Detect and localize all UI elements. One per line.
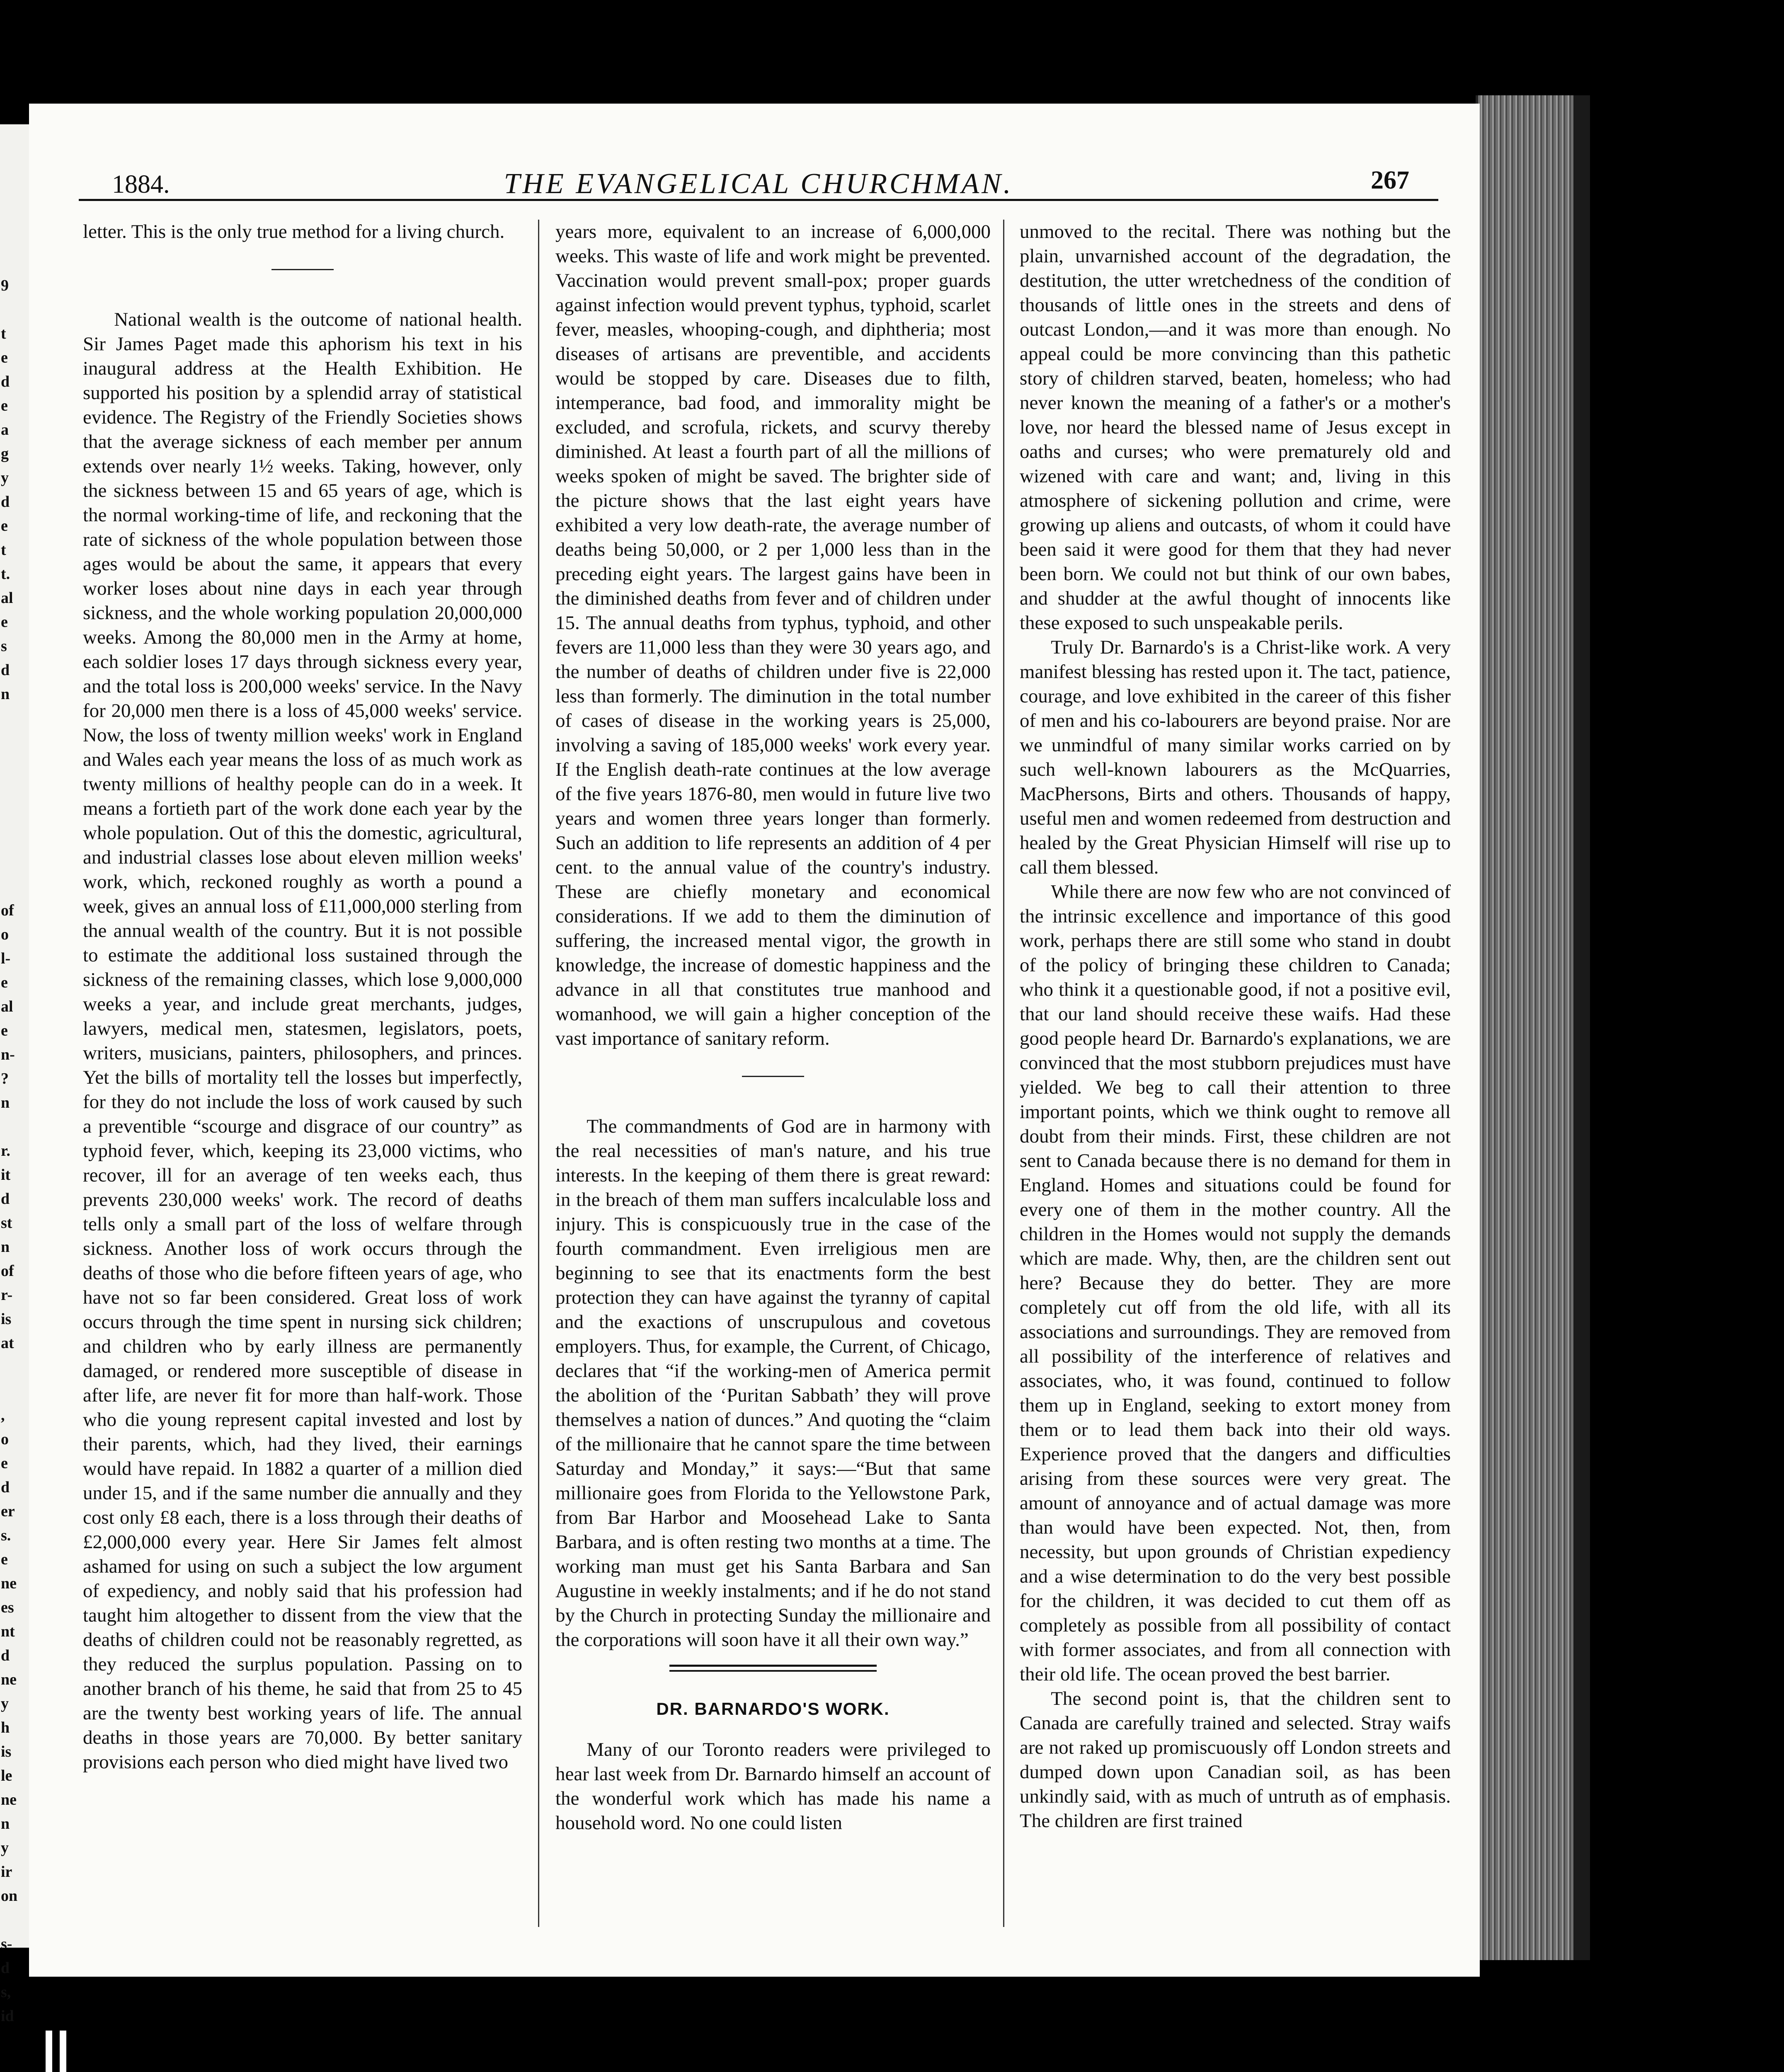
publication-title: THE EVANGELICAL CHURCHMAN. [504,168,1013,200]
paragraph-letter-end: letter. This is the only true method for a living church. [83,221,505,242]
section-divider [742,1076,804,1077]
paragraph-second-point: The second point is, that the children sent to Canada are carefully trained and selected. Stray waifs are not raked up promiscuously off London streets and dumped down upon Canadian soil, as has been unkindly said, with as much of untruth as of emphasis. The children are first trained [1020,1688,1451,1832]
column-rule-1 [538,220,539,1927]
section-divider [271,269,334,270]
adjacent-page-text: 9 t e d e a g y d e t t. al e s d n of o l- e al e n- ? n r. it d st n of r- is at , o e d er s. e ne es nt d ne y h is le ne n y ir on s- d s, id [1,277,18,2025]
running-head [79,162,1438,201]
film-mark-1 [46,2031,52,2072]
column-2 [555,220,991,1919]
paragraph-christ-like-work: Truly Dr. Barnardo's is a Christ-like work. A very manifest blessing has rested upon it. The tact, patience, courage, and love exhibited in the career of this fisher of men and his co-labourers are beyond praise. Nor are we unmindful of many similar works carried on by such well-known labourers as the McQuarries, MacPhersons, Birts and others. Thousands of happy, useful men and women redeemed from destruction and healed by the Great Physician Himself will rise up to call them blessed. [1020,637,1451,878]
newspaper-page [29,104,1480,1977]
page-number: 267 [1371,166,1409,194]
adjacent-page-edge [0,124,31,2025]
column-3 [1020,220,1451,1919]
running-head-year: 1884. [112,170,170,198]
paragraph-sanitary-reform: years more, equivalent to an increase of 6,000,000 weeks. This waste of life and work might be prevented. Vaccination would prevent small-pox; proper guards against infection would prevent typhus, typhoid, scarlet fever, measles, whooping-cough, and diphtheria; most diseases of artisans are preventible, and accidents would be stopped by care. Diseases due to filth, intemperance, bad food, and immorality might be excluded, and scrofula, rickets, and scurvy thereby diminished. At least a fourth part of all the millions of weeks spoken of might be saved. The brighter side of the picture shows that the last eight years have exhibited a very low death-rate, the average number of deaths being 50,000, or 2 per 1,000 less than in the preceding eight years. The largest gains have been in the diminished deaths from fever and of children under 15. The annual deaths from typhus, typhoid, and other fevers are 11,000 less than they were 30 years ago, and the number of deaths of children under five is 22,000 less than formerly. The diminution in the total number of cases of disease in the working years is 25,000, involving a saving of 185,000 weeks' work every year. If the English death-rate continues at the low average of the five years 1876-80, men would in future live two years and women three years longer than formerly. Such an addition to life represents an addition of 4 per cent. to the annual value of the country's industry. These are chiefly monetary and economical considerations. If we add to them the diminution of suffering, the increased mental vigor, the growth in knowledge, the increase of domestic happiness and the advance in all that constitutes true manhood and womanhood, we will gain a higher conception of the vast importance of sanitary reform. [555,221,991,1049]
book-page-edges [1476,95,1573,1960]
paragraph-national-wealth: National wealth is the outcome of national health. Sir James Paget made this aphorism his text in his inaugural address at the Health Exhibition. He supported his position by a splendid array of statistical evidence. The Registry of the Friendly Societies shows that the average sickness of each member per annum extends over nearly 1½ weeks. Taking, however, only the sickness between 15 and 65 years of age, which is the normal working-time of life, and reckoning that the rate of sickness of the whole population between those ages would be about the same, it appears that every worker loses about nine days in each year through sickness, and the whole working population 20,000,000 weeks. Among the 80,000 men in the Army at home, each soldier loses 17 days through sickness every year, and the total loss is 200,000 weeks' service. In the Navy for 20,000 men there is a loss of 45,000 weeks' service. Now, the loss of twenty million weeks' work in England and Wales each year means the loss of as much work as twenty millions of healthy people can do in a week. It means a fortieth part of the work done each year by the whole population. Out of this the domestic, agricultural, and industrial classes lose about eleven million weeks' work, which, reckoned roughly as worth a pound a week, gives an annual loss of £11,000,000 sterling from the annual wealth of the country. But it is not possible to estimate the additional loss sustained through the sickness of the remaining classes, which lose 9,000,000 weeks a year, and include great merchants, judges, lawyers, medical men, statesmen, legislators, poets, writers, musicians, painters, philosophers, and princes. Yet the bills of mortality tell the losses but imperfectly, for they do not include the loss of work caused by such a preventible “scourge and disgrace of our country” as typhoid fever, which, keeping its 23,000 victims, who recover, ill for an average of ten weeks each, thus prevents 230,000 weeks' work. The record of deaths tells only a small part of the loss of welfare through sickness. Another loss of work occurs through the deaths of those who die before fifteen years of age, who have not so far been considered. Great loss of work occurs through the time spent in nursing sick children; and children who by early illness are permanently damaged, or rendered more susceptible of disease in after life, are never fit for more than half-work. Those who die young represent capital invested and lost by their parents, which, had they lived, their earnings would have repaid. In 1882 a quarter of a million died under 15, and if the same number die annually and they cost only £8 each, there is a loss through their deaths of £2,000,000 every year. Here Sir James felt almost ashamed for using on such a subject the low argument of expediency, and nobly said that his profession had taught him altogether to dissent from the view that the deaths of children could not be reasonably regretted, as they reduced the surplus population. Passing on to another branch of his theme, he said that from 25 to 45 are the twenty best working years of life. The annual deaths in those years are 70,000. By better sanitary provisions each person who died might have lived two [83,309,522,1773]
article-divider [669,1665,877,1672]
column-1 [83,220,522,1919]
paragraph-policy: While there are now few who are not convinced of the intrinsic excellence and importance of this good work, perhaps there are still some who stand in doubt of the policy of bringing these children to Canada; who think it a questionable good, if not a positive evil, that our land should receive these waifs. Had these good people heard Dr. Barnardo's explanations, we are convinced that the most stubborn prejudices must have yielded. We beg to call their attention to three important points, which we think ought to remove all doubt from their minds. First, these children are not sent to Canada because there is no demand for them in England. Homes and situations could be found for every one of them in the mother country. All the children in the Homes would not supply the demands which are made. Why, then, are the children sent out here? Because they do better. They are more completely cut off from the old life, with all its associations and surroundings. They are removed from all possibility of the interference of relatives and associates, who, it was found, continued to follow them up in England, seeking to extort money from them or to lead them back into their old ways. Experience proved that the dangers and difficulties arising from these sources were very great. The amount of annoyance and of actual damage was more than would have been expected. Not, then, from necessity, but upon grounds of Christian expediency and a wise determination to do the very best possible for the children, it was decided to cut them off as completely as possible from all possibility of contact with former associates, and from all connection with their old life. The ocean proved the best barrier. [1020,881,1451,1685]
paragraph-commandments: The commandments of God are in harmony with the real necessities of man's nature, and his true interests. In the keeping of them there is great reward: in the breach of them man suffers incalculable loss and injury. This is conspicuously true in the case of the fourth commandment. Even irreligious men are beginning to see that its enactments form the best protection they can have against the tyranny of capital and the exactions of unscrupulous and covetous employers. Thus, for example, the Current, of Chicago, declares that “if the working-men of America permit the abolition of the ‘Puritan Sabbath’ they will prove themselves a nation of dunces.” And quoting the “claim of the millionaire that he cannot spare the time between Saturday and Monday,” it says:—“But that same millionaire goes from Florida to the Yellowstone Park, from Bar Harbor and Moosehead Lake to Santa Barbara, and is often resting two months at a time. The working man must get his Santa Barbara and San Augustine in weekly instalments; and if he do not stand by the Church in protecting Sunday the millionaire and the corporations will soon have it all their own way.” [555,1116,991,1651]
paragraph-barnardo-intro: Many of our Toronto readers were privileged to hear last week from Dr. Barnardo himself an account of the wonderful work which has made his name a household word. No one could listen [555,1739,991,1834]
paragraph-recital: unmoved to the recital. There was nothing but the plain, unvarnished account of the degradation, the destitution, the utter wretchedness of the condition of thousands of little ones in the streets and dens of outcast London,—and it was more than enough. No appeal could be more convincing than this pathetic story of children starved, beaten, homeless; who had never known the meaning of a father's or a mother's love, nor heard the blessed name of Jesus except in oaths and curses; who were prematurely old and wizened with care and want; and, living in this atmosphere of sickening pollution and crime, were growing up aliens and outcasts, of whom it could have been said it were good for them that they had never been born. We could not but think of our own babes, and shudder at the awful thought of innocents like these exposed to such unspeakable perils. [1020,221,1451,634]
film-mark-2 [60,2031,66,2072]
film-marks [46,2031,70,2072]
article-heading: DR. BARNARDO'S WORK. [656,1699,890,1719]
column-rule-2 [1003,220,1004,1927]
